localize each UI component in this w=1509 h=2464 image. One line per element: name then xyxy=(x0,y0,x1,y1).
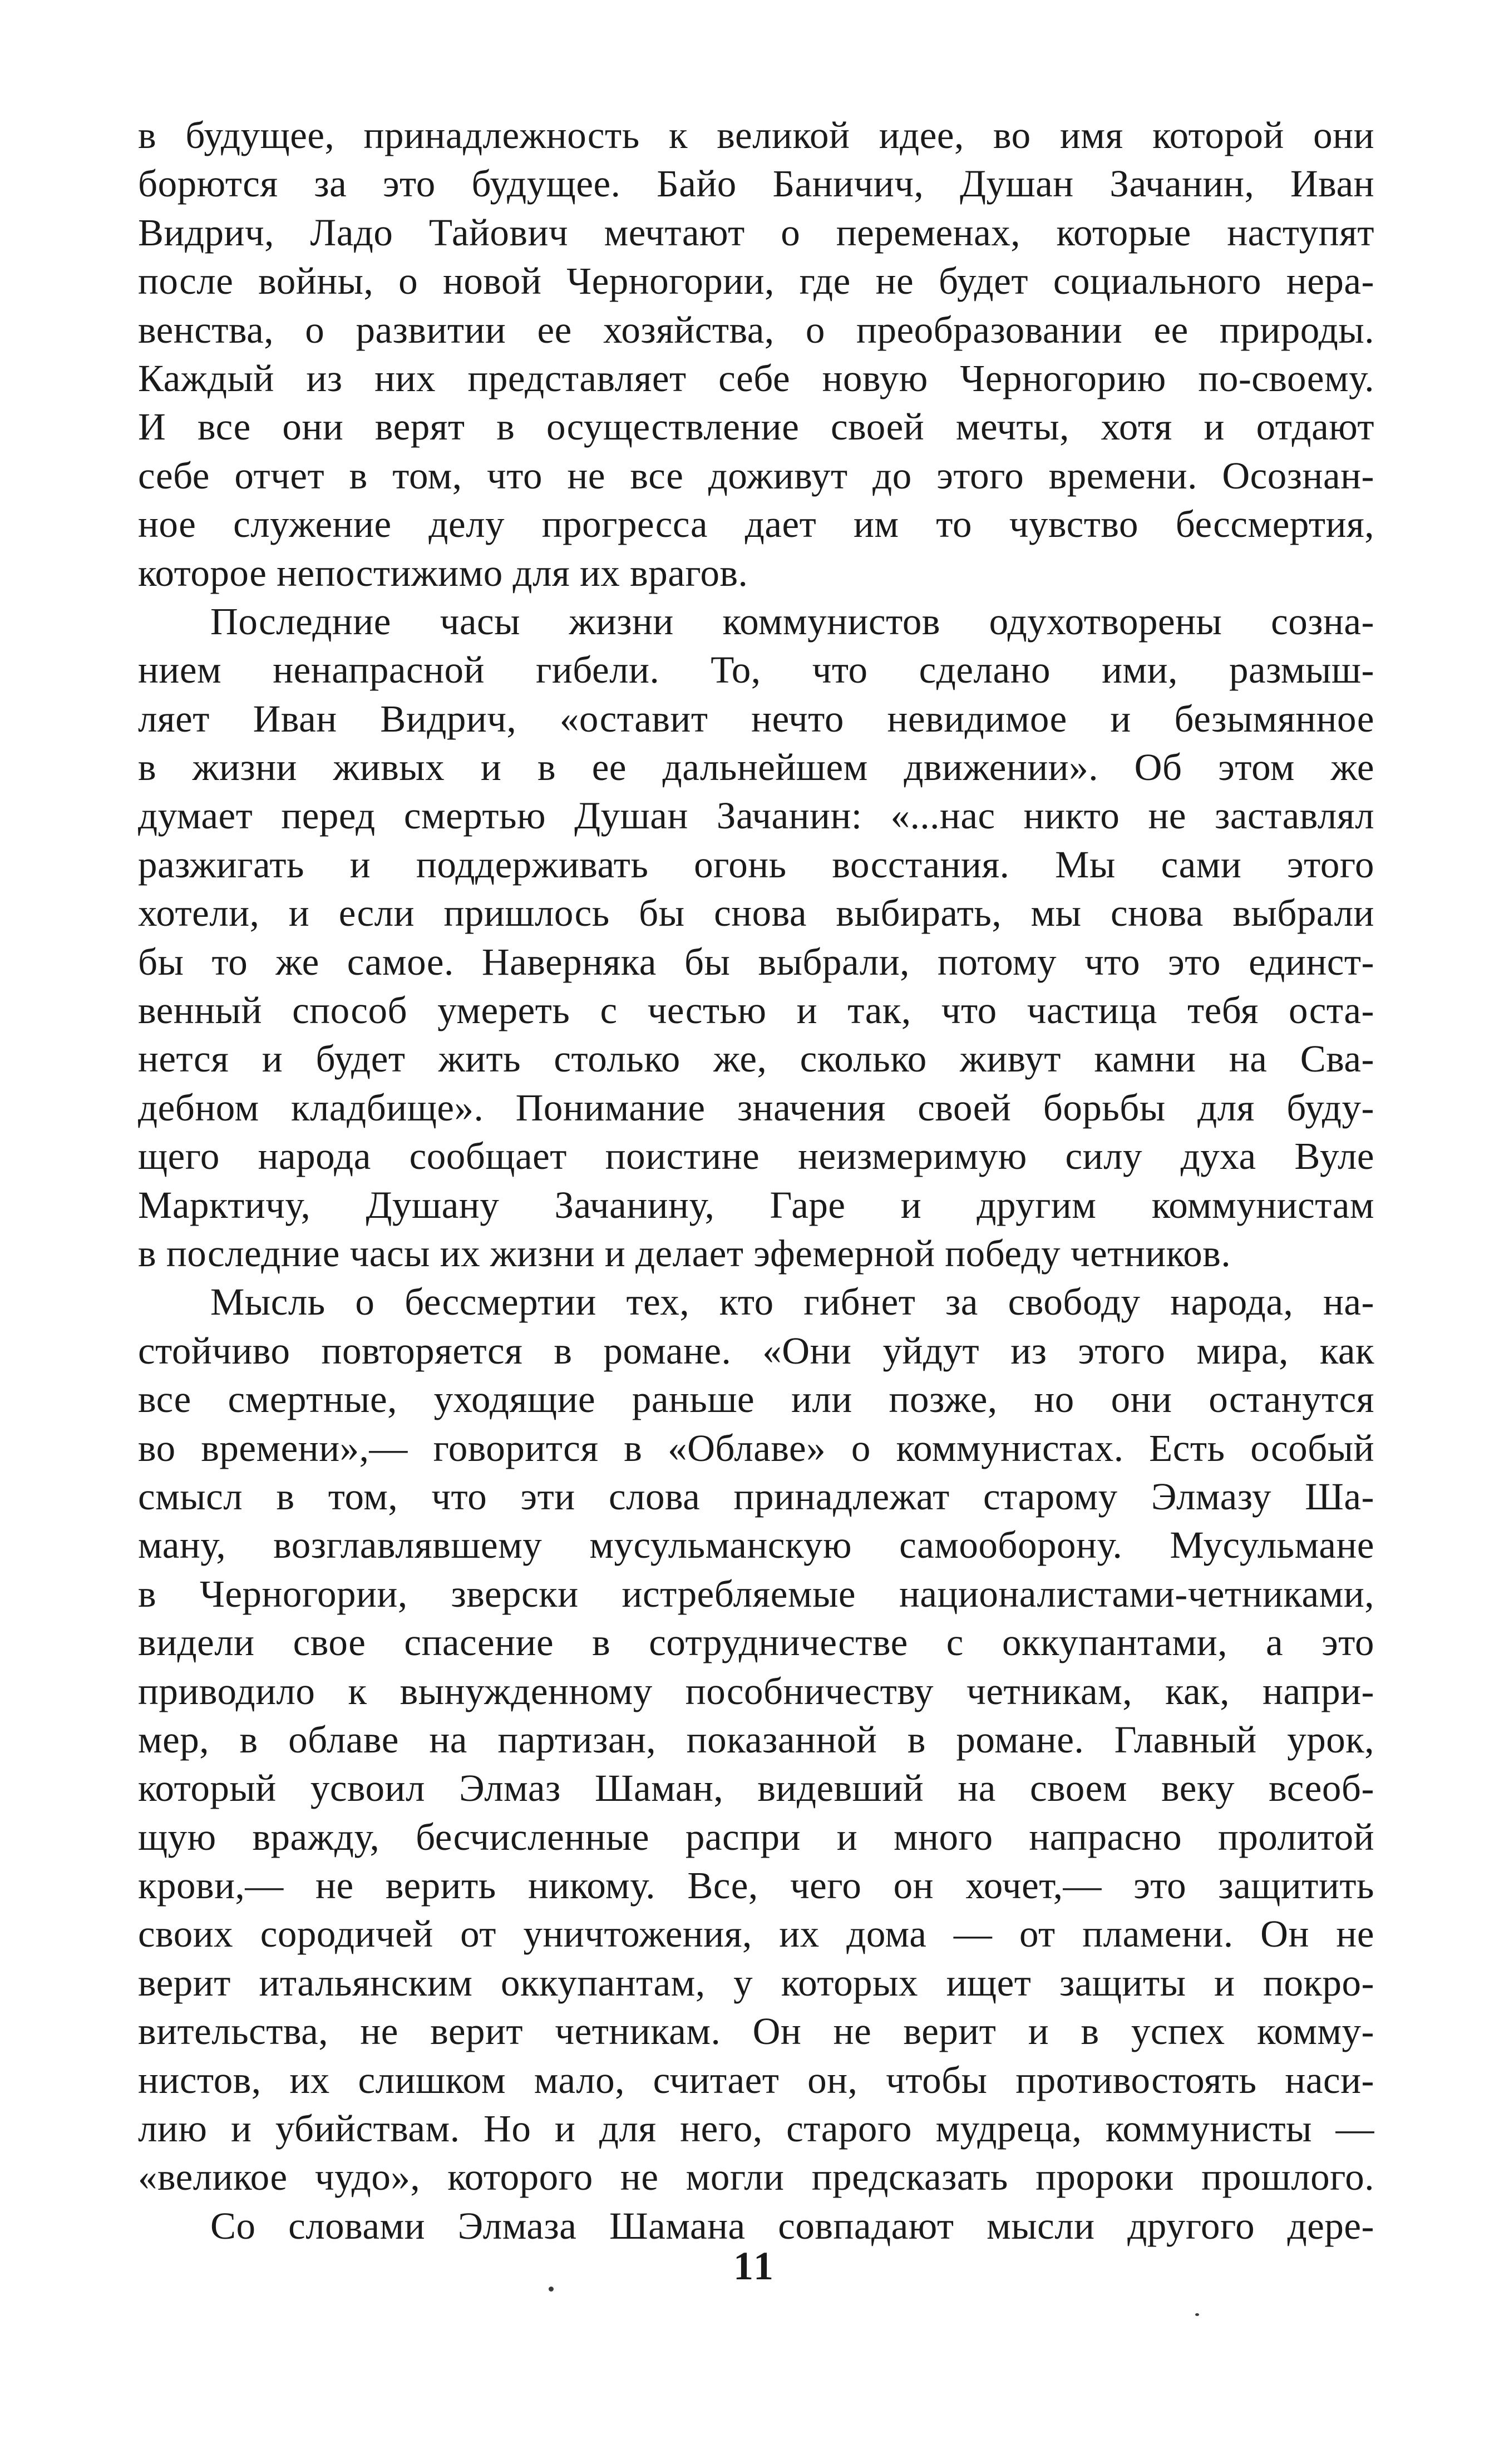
text-line: своих сородичей от уничтожения, их дома — от пламени. Он не xyxy=(138,1913,1374,1956)
text-line: видели свое спасение в сотрудничестве с оккупантами, а это xyxy=(138,1621,1374,1664)
text-line: после войны, о новой Черногории, где не будет социального нера- xyxy=(138,260,1374,303)
text-line: И все они верят в осуществление своей мечты, хотя и отдают xyxy=(138,406,1374,448)
text-line: Со словами Элмаза Шамана совпадают мысли другого дере- xyxy=(210,2204,1374,2247)
text-line: нием ненапрасной гибели. То, что сделано ими, размыш- xyxy=(138,649,1374,692)
text-line: смысл в том, что эти слова принадлежат старому Элмазу Ша- xyxy=(138,1475,1374,1518)
text-line: в будущее, принадлежность к великой идее, во имя которой они xyxy=(138,114,1374,156)
text-line: в жизни живых и в ее дальнейшем движении». Об этом же xyxy=(138,746,1374,789)
print-speck xyxy=(1195,2313,1199,2316)
text-line: верит итальянским оккупантам, у которых ищет защиты и покро- xyxy=(138,1961,1374,2004)
text-line: ное служение делу прогресса дает им то чувство бессмертия, xyxy=(138,503,1374,546)
print-speck xyxy=(549,2287,554,2292)
text-line: дебном кладбище». Понимание значения своей борьбы для буду- xyxy=(138,1086,1374,1129)
text-line: ляет Иван Видрич, «оставит нечто невидимое и безымянное xyxy=(138,697,1374,740)
text-line: Каждый из них представляет себе новую Черногорию по-своему. xyxy=(138,357,1374,399)
body-text xyxy=(138,111,1374,2250)
text-line: себе отчет в том, что не все доживут до этого времени. Осознан- xyxy=(138,454,1374,497)
text-line: хотели, и если пришлось бы снова выбирать, мы снова выбрали xyxy=(138,892,1374,935)
text-line: вительства, не верит четникам. Он не верит и в успех комму- xyxy=(138,2010,1374,2053)
text-line: нется и будет жить столько же, сколько живут камни на Сва- xyxy=(138,1038,1374,1080)
text-line: Марктичу, Душану Зачанину, Гаре и другим коммунистам xyxy=(138,1183,1374,1226)
text-line: борются за это будущее. Байо Баничич, Душан Зачанин, Иван xyxy=(138,162,1374,205)
text-line: который усвоил Элмаз Шаман, видевший на своем веку всеоб- xyxy=(138,1767,1374,1810)
text-line: крови,— не верить никому. Все, чего он хочет,— это защитить xyxy=(138,1864,1374,1907)
text-line: мер, в облаве на партизан, показанной в романе. Главный урок, xyxy=(138,1718,1374,1761)
text-line: приводило к вынужденному пособничеству четникам, как, напри- xyxy=(138,1670,1374,1712)
text-line: нистов, их слишком мало, считает он, чтобы противостоять наси- xyxy=(138,2058,1374,2101)
text-line: которое непостижимо для их врагов. xyxy=(138,551,748,594)
text-line: венства, о развитии ее хозяйства, о преобразовании ее природы. xyxy=(138,308,1374,351)
page-number: 11 xyxy=(733,2244,776,2288)
text-line: лию и убийствам. Но и для него, старого мудреца, коммунисты — xyxy=(138,2107,1374,2150)
text-line: Мысль о бессмертии тех, кто гибнет за свободу народа, на- xyxy=(210,1281,1374,1324)
text-line: «великое чудо», которого не могли предсказать пророки прошлого. xyxy=(138,2156,1374,2199)
text-line: разжигать и поддерживать огонь восстания. Мы сами этого xyxy=(138,843,1374,886)
text-line: Видрич, Ладо Тайович мечтают о переменах, которые наступят xyxy=(138,211,1374,254)
text-line: думает перед смертью Душан Зачанин: «...нас никто не заставлял xyxy=(138,794,1374,837)
text-line: венный способ умереть с честью и так, что частица тебя оста- xyxy=(138,989,1374,1032)
text-line: щего народа сообщает поистине неизмеримую силу духа Вуле xyxy=(138,1135,1374,1178)
text-line: во времени»,— говорится в «Облаве» о коммунистах. Есть особый xyxy=(138,1426,1374,1469)
text-line: все смертные, уходящие раньше или позже, но они останутся xyxy=(138,1378,1374,1421)
text-line: бы то же самое. Наверняка бы выбрали, потому что это единст- xyxy=(138,940,1374,983)
text-line: ману, возглавлявшему мусульманскую самооборону. Мусульмане xyxy=(138,1524,1374,1567)
text-line: в последние часы их жизни и делает эфемерной победу четников. xyxy=(138,1232,1231,1275)
text-line: щую вражду, бесчисленные распри и много напрасно пролитой xyxy=(138,1815,1374,1858)
text-line: в Черногории, зверски истребляемые националистами-четниками, xyxy=(138,1572,1374,1615)
text-line: Последние часы жизни коммунистов одухотворены созна- xyxy=(210,600,1374,643)
text-line: стойчиво повторяется в романе. «Они уйдут из этого мира, как xyxy=(138,1329,1374,1372)
